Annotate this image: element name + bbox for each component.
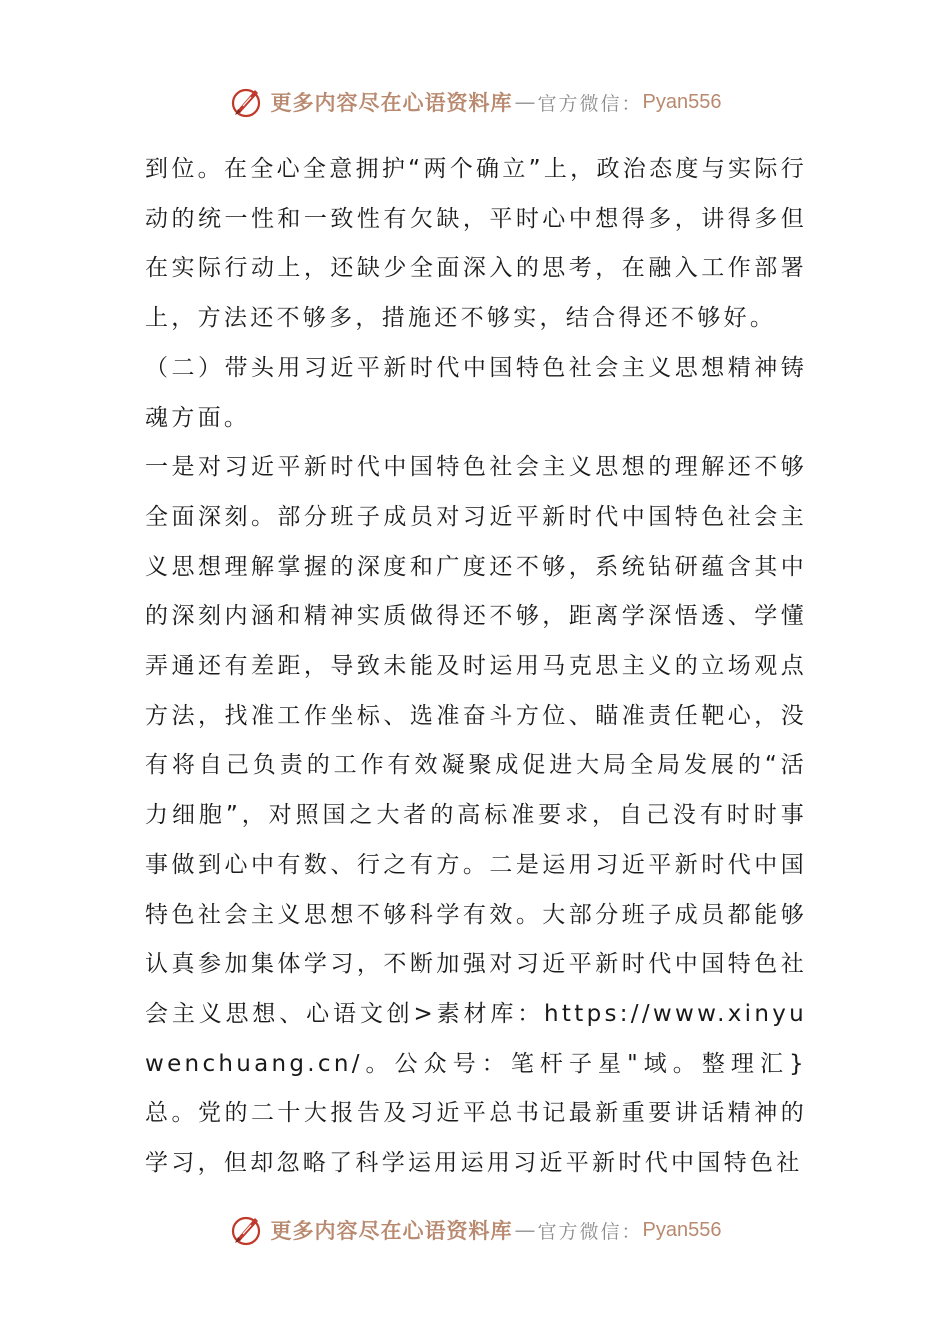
footer-banner	[0, 1210, 950, 1250]
banner-official-label: 官方微信：	[537, 92, 643, 115]
banner-dash: —	[514, 1218, 536, 1242]
quill-logo-icon	[229, 84, 265, 120]
header-banner	[0, 82, 950, 122]
paragraph-3: 一是对习近平新时代中国特色社会主义思想的理解还不够全面深刻。部分班子成员对习近平新时代中国特色社会主义思想理解掌握的深度和广度还不够，系统钻研蕴含其中的深刻内涵和精神实质做得还不够，距离学深悟透、学懂弄通还有差距，导致未能及时运用马克思主义的立场观点方法，找准工作坐标、选准奋斗方位、瞄准责任靶心，没有将自己负责的工作有效凝聚成促进大局全局发展的“活力细胞”，对照国之大者的高标准要求，自己没有时时事事做到心中有数、行之有方。二是运用习近平新时代中国特色社会主义思想不够科学有效。大部分班子成员都能够认真参加集体学习，不断加强对习近平新时代中国特色社会主义思想、心语文创>素材库：https://www.xinyuwenchuang.cn/。公众号：笔杆子星"域。整理汇}总。党的二十大报告及习近平总书记最新重要讲话精神的学习，但却忽略了科学运用运用习近平新时代中国特色社	[145, 454, 807, 1177]
paragraph-1: 到位。在全心全意拥护“两个确立”上，政治态度与实际行动的统一性和一致性有欠缺，平时心中想得多，讲得多但在实际行动上，还缺少全面深入的思考，在融入工作部署上，方法还不够多，措施还不够实，结合得还不够好。	[145, 156, 807, 332]
document-body	[145, 145, 807, 1189]
banner-wechat-id: Pyan556	[642, 90, 722, 113]
banner-brand-text: 更多内容尽在心语资料库	[270, 1218, 513, 1243]
banner-dash: —	[514, 90, 536, 114]
banner-official-label: 官方微信：	[537, 1220, 643, 1243]
banner-wechat-id: Pyan556	[642, 1218, 722, 1241]
paragraph-2-heading: （二）带头用习近平新时代中国特色社会主义思想精神铸魂方面。	[145, 354, 807, 431]
quill-logo-icon	[229, 1212, 265, 1248]
banner-brand-text: 更多内容尽在心语资料库	[270, 90, 513, 115]
